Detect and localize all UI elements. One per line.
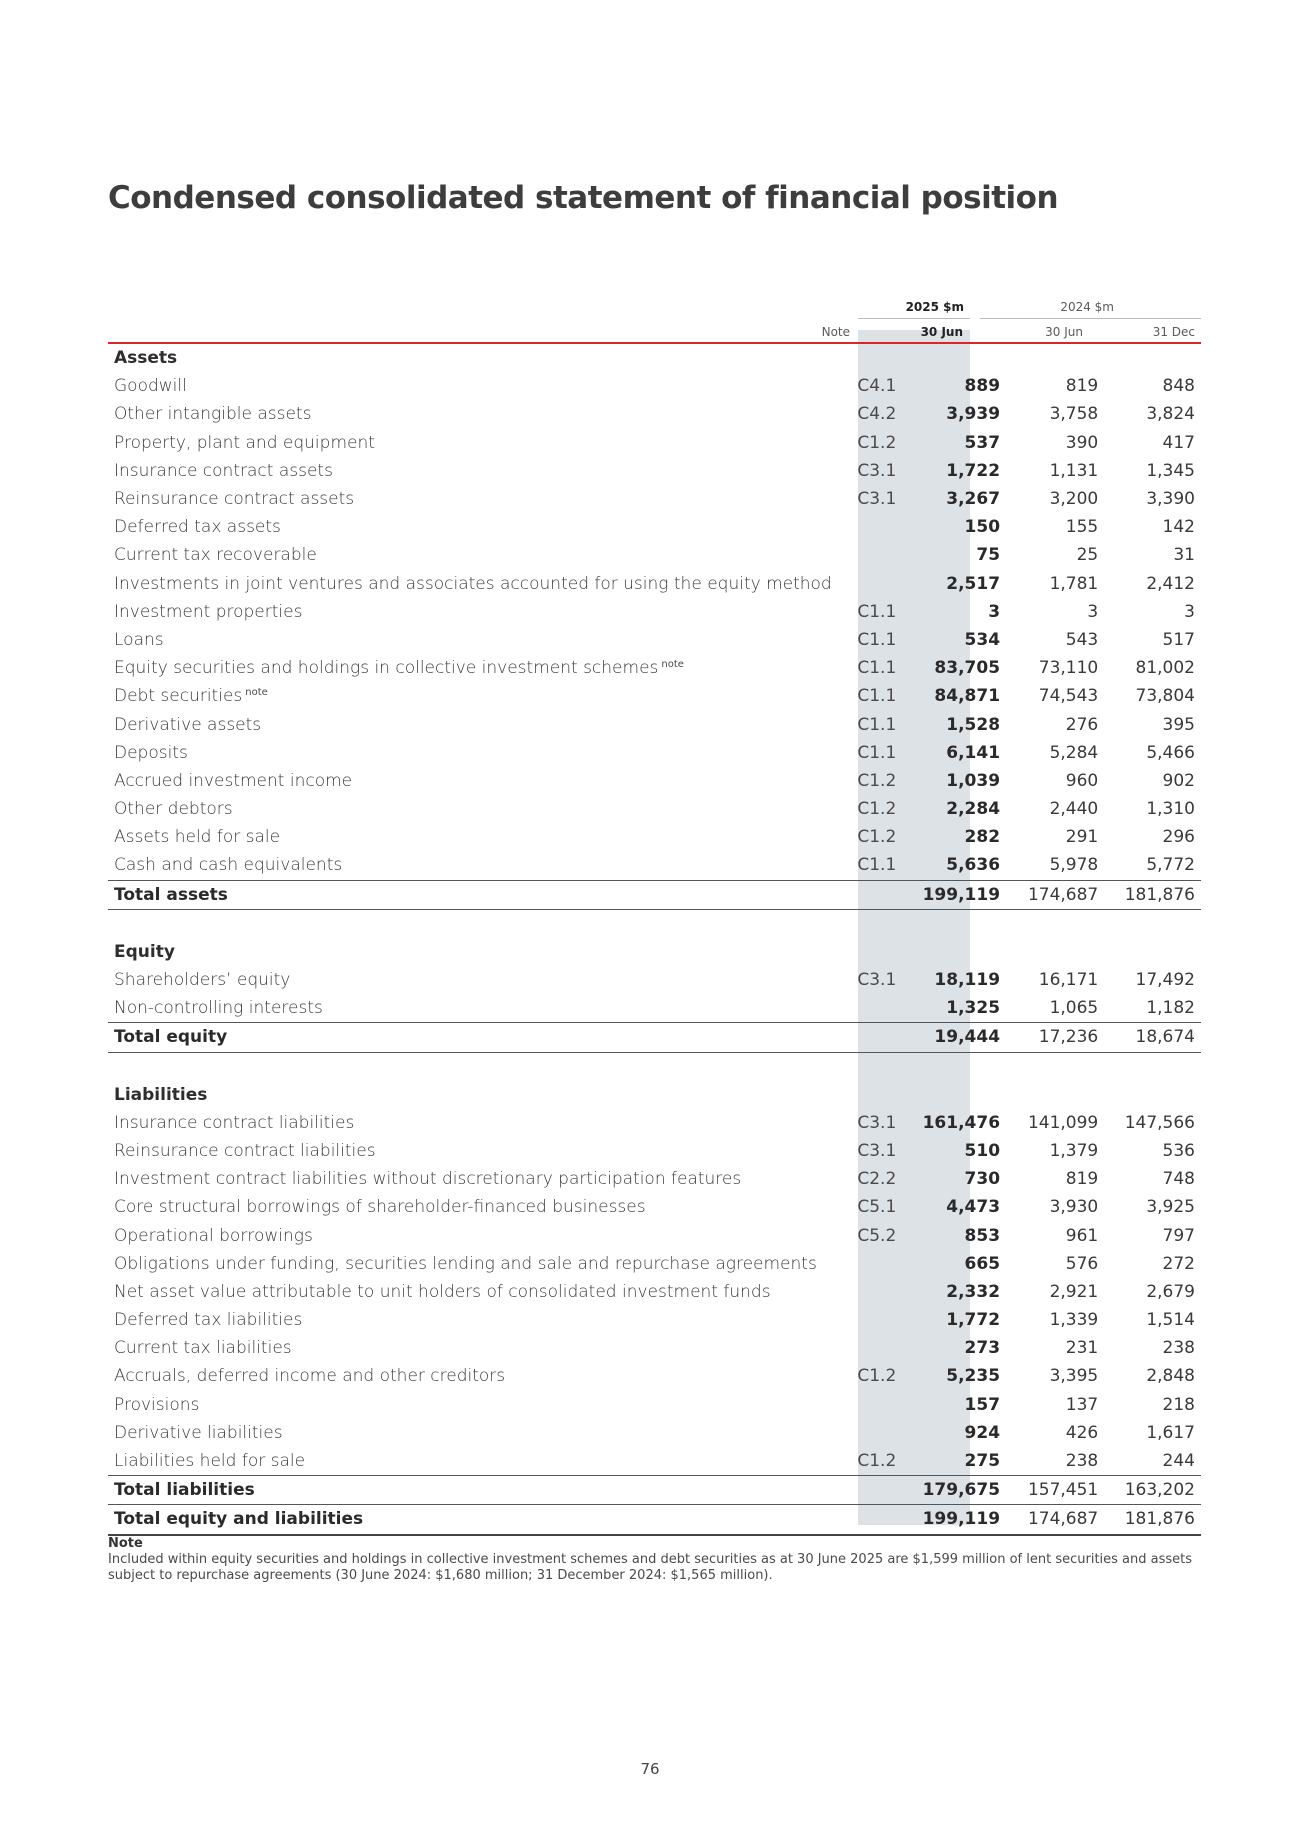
value-2024-jun: 174,687 bbox=[1008, 1505, 1106, 1535]
note-reference: C3.1 bbox=[857, 489, 897, 510]
table-body bbox=[108, 344, 1201, 1535]
value-2025: 3,939 bbox=[946, 404, 1001, 425]
section-heading: Assets bbox=[114, 348, 178, 369]
value-2024-dec: 73,804 bbox=[1135, 686, 1195, 707]
value-2024-jun: 291 bbox=[1065, 827, 1099, 848]
table-row bbox=[108, 1221, 1201, 1249]
note-reference bbox=[832, 1250, 905, 1278]
table-row bbox=[108, 1137, 1201, 1165]
value-2024-jun: 231 bbox=[1065, 1338, 1099, 1359]
value-2025: 179,675 bbox=[909, 1476, 1008, 1505]
row-label-text: Loans bbox=[114, 629, 164, 650]
value-2024-dec: 181,876 bbox=[1106, 880, 1201, 909]
value-2024-dec: 181,876 bbox=[1106, 1505, 1201, 1535]
value-2024-jun: 3,395 bbox=[1049, 1366, 1099, 1387]
value-2024-dec: 5,466 bbox=[1146, 742, 1195, 763]
note-reference bbox=[832, 1419, 905, 1447]
value-2025: 6,141 bbox=[946, 742, 1001, 763]
row-label-text: Operational borrowings bbox=[114, 1225, 313, 1246]
value-2025: 83,705 bbox=[934, 658, 1001, 679]
value-2025: 534 bbox=[964, 629, 1001, 650]
note-reference: C1.2 bbox=[857, 432, 897, 453]
table-row bbox=[108, 570, 1201, 598]
value-2024-dec: 3,925 bbox=[1146, 1197, 1195, 1218]
value-2025: 3 bbox=[988, 601, 1001, 622]
row-label bbox=[108, 994, 832, 1023]
row-label-text: Total equity bbox=[114, 1027, 228, 1048]
row-label bbox=[108, 1278, 832, 1306]
row-label bbox=[108, 1391, 832, 1419]
value-2024-dec: 1,617 bbox=[1146, 1422, 1195, 1443]
value-2024-dec: 238 bbox=[1162, 1338, 1195, 1359]
row-label bbox=[108, 1221, 832, 1249]
note-reference: C1.1 bbox=[857, 601, 897, 622]
value-2024-jun: 1,131 bbox=[1049, 460, 1099, 481]
table-row bbox=[108, 1165, 1201, 1193]
header-2025-30-jun: 30 Jun bbox=[920, 325, 963, 339]
value-2025: 853 bbox=[964, 1225, 1001, 1246]
row-label bbox=[108, 739, 832, 767]
table-row bbox=[108, 541, 1201, 569]
note-reference: C1.2 bbox=[857, 799, 897, 820]
row-label bbox=[108, 1137, 832, 1165]
table-row bbox=[108, 1419, 1201, 1447]
value-2025: 199,119 bbox=[909, 880, 1008, 909]
value-2024-dec: 1,345 bbox=[1146, 460, 1195, 481]
row-label bbox=[108, 541, 832, 569]
value-2024-jun: 543 bbox=[1065, 629, 1099, 650]
row-label-text: Investment contract liabilities without discretionary participation features bbox=[114, 1169, 742, 1190]
value-2024-dec: 81,002 bbox=[1135, 658, 1195, 679]
value-2025: 5,235 bbox=[946, 1366, 1001, 1387]
table-row bbox=[108, 513, 1201, 541]
value-2024-jun: 74,543 bbox=[1038, 686, 1099, 707]
value-2024-jun: 1,339 bbox=[1049, 1310, 1099, 1331]
value-2025: 19,444 bbox=[909, 1023, 1008, 1052]
note-reference bbox=[832, 880, 905, 909]
header-year-2025: 2025 $m bbox=[905, 300, 964, 314]
value-2025: 282 bbox=[964, 827, 1001, 848]
note-cell bbox=[832, 344, 905, 372]
row-label bbox=[108, 851, 832, 880]
row-label bbox=[108, 1419, 832, 1447]
value-2025 bbox=[909, 344, 1008, 372]
note-reference: C3.1 bbox=[857, 1140, 897, 1161]
row-label-text: Equity securities and holdings in collective investment schemes bbox=[114, 658, 659, 679]
value-2024-jun: 137 bbox=[1065, 1394, 1099, 1415]
value-2025: 1,325 bbox=[946, 998, 1001, 1019]
value-2024-jun: 25 bbox=[1076, 545, 1099, 566]
value-2024-dec: 848 bbox=[1162, 376, 1195, 397]
value-2025: 1,772 bbox=[946, 1310, 1001, 1331]
value-2024-jun: 960 bbox=[1065, 770, 1099, 791]
row-label-text: Deposits bbox=[114, 742, 188, 763]
spacer-cell bbox=[108, 909, 1201, 938]
value-2024-dec: 2,679 bbox=[1146, 1281, 1195, 1302]
table-row bbox=[108, 598, 1201, 626]
value-2024-dec: 17,492 bbox=[1135, 970, 1195, 991]
row-label bbox=[108, 823, 832, 851]
row-label bbox=[108, 1193, 832, 1221]
spacer-cell bbox=[108, 1052, 1201, 1081]
value-2025: 18,119 bbox=[934, 970, 1001, 991]
row-label-text: Net asset value attributable to unit holders of consolidated investment funds bbox=[114, 1281, 771, 1302]
value-2024-dec: 296 bbox=[1162, 827, 1195, 848]
table-row bbox=[108, 429, 1201, 457]
value-2025: 1,528 bbox=[946, 714, 1001, 735]
table-row bbox=[108, 626, 1201, 654]
note-reference bbox=[832, 1391, 905, 1419]
value-2024-dec: 1,182 bbox=[1146, 998, 1195, 1019]
note-reference bbox=[832, 570, 905, 598]
table-row bbox=[108, 795, 1201, 823]
row-label bbox=[108, 1476, 832, 1505]
value-2025: 889 bbox=[964, 376, 1001, 397]
value-2025 bbox=[909, 1081, 1008, 1109]
value-2024-jun: 819 bbox=[1065, 1169, 1099, 1190]
value-2025: 161,476 bbox=[922, 1112, 1001, 1133]
value-2025: 924 bbox=[964, 1422, 1001, 1443]
value-2025: 5,636 bbox=[946, 855, 1001, 876]
value-2024-jun: 3,758 bbox=[1049, 404, 1099, 425]
row-label-text: Insurance contract assets bbox=[114, 460, 333, 481]
value-2025: 730 bbox=[964, 1169, 1001, 1190]
value-2025: 273 bbox=[964, 1338, 1001, 1359]
value-2024-dec: 748 bbox=[1162, 1169, 1195, 1190]
header-note: Note bbox=[821, 325, 850, 339]
value-2025: 1,039 bbox=[946, 770, 1001, 791]
row-label-text: Reinsurance contract assets bbox=[114, 489, 355, 510]
row-label bbox=[108, 682, 832, 710]
value-2024-jun: 2,440 bbox=[1049, 799, 1099, 820]
row-label bbox=[108, 1447, 832, 1476]
row-label-text: Current tax recoverable bbox=[114, 545, 317, 566]
row-label bbox=[108, 795, 832, 823]
total-row bbox=[108, 1476, 1201, 1505]
row-label-text: Derivative liabilities bbox=[114, 1422, 283, 1443]
row-label bbox=[108, 1334, 832, 1362]
note-reference bbox=[832, 994, 905, 1023]
value-2024-jun: 17,236 bbox=[1008, 1023, 1106, 1052]
row-label bbox=[108, 513, 832, 541]
note-reference: C1.1 bbox=[857, 629, 897, 650]
value-2024-dec: 142 bbox=[1162, 517, 1195, 538]
value-2024-jun: 1,379 bbox=[1049, 1140, 1099, 1161]
value-2024-jun: 3,200 bbox=[1049, 489, 1099, 510]
table-row bbox=[108, 1250, 1201, 1278]
note-reference bbox=[832, 513, 905, 541]
value-2024-jun: 3,930 bbox=[1049, 1197, 1099, 1218]
row-label-text: Non-controlling interests bbox=[114, 998, 323, 1019]
section-heading: Liabilities bbox=[114, 1084, 208, 1105]
row-label-text: Other debtors bbox=[114, 799, 233, 820]
note-reference bbox=[832, 1334, 905, 1362]
value-2024-jun: 141,099 bbox=[1027, 1112, 1099, 1133]
value-2025: 665 bbox=[964, 1253, 1001, 1274]
row-label bbox=[108, 710, 832, 738]
value-2024-dec: 3,390 bbox=[1146, 489, 1195, 510]
note-reference bbox=[832, 1023, 905, 1052]
total-row bbox=[108, 1505, 1201, 1535]
row-label-text: Total equity and liabilities bbox=[114, 1509, 364, 1530]
value-2024-jun: 238 bbox=[1065, 1451, 1099, 1472]
note-reference: C1.2 bbox=[857, 827, 897, 848]
value-2024-jun: 276 bbox=[1065, 714, 1099, 735]
note-reference: C5.1 bbox=[857, 1197, 897, 1218]
table-row bbox=[108, 485, 1201, 513]
row-label bbox=[108, 1250, 832, 1278]
value-2024-dec: 395 bbox=[1162, 714, 1195, 735]
header-2024-30-jun: 30 Jun bbox=[1045, 325, 1083, 339]
value-2024-dec: 218 bbox=[1162, 1394, 1195, 1415]
row-label bbox=[108, 880, 832, 909]
page-title: Condensed consolidated statement of financial position bbox=[108, 180, 1059, 216]
section-heading: Equity bbox=[114, 941, 175, 962]
row-label bbox=[108, 400, 832, 428]
value-2024-dec: 31 bbox=[1173, 545, 1195, 566]
note-reference: C1.2 bbox=[857, 1366, 897, 1387]
value-2025: 157 bbox=[964, 1394, 1001, 1415]
note-reference: C1.1 bbox=[857, 658, 897, 679]
note-reference: C3.1 bbox=[857, 1112, 897, 1133]
value-2024-dec: 5,772 bbox=[1146, 855, 1195, 876]
table-row bbox=[108, 1278, 1201, 1306]
spacer-row bbox=[108, 909, 1201, 938]
row-label bbox=[108, 1109, 832, 1137]
row-label-text: Derivative assets bbox=[114, 714, 262, 735]
value-2025: 2,517 bbox=[946, 573, 1001, 594]
header-2024-rule bbox=[980, 318, 1201, 319]
total-row bbox=[108, 880, 1201, 909]
footnote-marker: note bbox=[245, 687, 268, 699]
table-row bbox=[108, 1362, 1201, 1390]
row-label-text: Property, plant and equipment bbox=[114, 432, 375, 453]
value-2024-dec: 18,674 bbox=[1106, 1023, 1201, 1052]
row-label-text: Reinsurance contract liabilities bbox=[114, 1140, 376, 1161]
value-2025: 84,871 bbox=[934, 686, 1001, 707]
row-label bbox=[108, 570, 832, 598]
value-2024-jun: 157,451 bbox=[1008, 1476, 1106, 1505]
row-label-text: Current tax liabilities bbox=[114, 1338, 292, 1359]
value-2024-dec: 147,566 bbox=[1124, 1112, 1195, 1133]
value-2024-dec: 797 bbox=[1162, 1225, 1195, 1246]
note-reference bbox=[832, 1306, 905, 1334]
value-2025: 2,332 bbox=[946, 1281, 1001, 1302]
value-2024-jun: 1,781 bbox=[1049, 573, 1099, 594]
row-label-text: Total liabilities bbox=[114, 1480, 255, 1501]
note-reference: C1.1 bbox=[857, 855, 897, 876]
row-label-text: Investment properties bbox=[114, 601, 303, 622]
value-2024-dec bbox=[1106, 938, 1201, 966]
value-2024-dec: 244 bbox=[1162, 1451, 1195, 1472]
note-reference: C4.1 bbox=[857, 376, 897, 397]
value-2024-jun: 73,110 bbox=[1038, 658, 1099, 679]
row-label-text: Shareholders’ equity bbox=[114, 970, 291, 991]
note-reference bbox=[832, 1278, 905, 1306]
note-reference bbox=[832, 1476, 905, 1505]
value-2024-jun: 174,687 bbox=[1008, 880, 1106, 909]
table-row bbox=[108, 372, 1201, 400]
value-2024-dec: 517 bbox=[1162, 629, 1195, 650]
value-2024-dec: 1,310 bbox=[1146, 799, 1195, 820]
value-2024-dec: 3 bbox=[1184, 601, 1195, 622]
row-label bbox=[108, 1023, 832, 1052]
table-row bbox=[108, 1334, 1201, 1362]
value-2025: 199,119 bbox=[909, 1505, 1008, 1535]
row-label bbox=[108, 372, 832, 400]
value-2024-jun: 3 bbox=[1087, 601, 1099, 622]
note-reference: C3.1 bbox=[857, 970, 897, 991]
table-row bbox=[108, 1109, 1201, 1137]
value-2024-dec bbox=[1106, 344, 1201, 372]
value-2024-jun: 426 bbox=[1065, 1422, 1099, 1443]
table-row bbox=[108, 1193, 1201, 1221]
row-label bbox=[108, 626, 832, 654]
table-row bbox=[108, 682, 1201, 710]
value-2024-dec: 2,848 bbox=[1146, 1366, 1195, 1387]
value-2024-dec: 2,412 bbox=[1146, 573, 1195, 594]
section-heading-row bbox=[108, 344, 1201, 372]
row-label-text: Core structural borrowings of shareholder-financed businesses bbox=[114, 1197, 646, 1218]
row-label bbox=[108, 1505, 832, 1535]
value-2024-dec: 902 bbox=[1162, 770, 1195, 791]
table-row bbox=[108, 1391, 1201, 1419]
value-2024-jun: 2,921 bbox=[1049, 1281, 1099, 1302]
row-label-text: Deferred tax liabilities bbox=[114, 1310, 303, 1331]
value-2024-jun: 961 bbox=[1065, 1225, 1099, 1246]
note-reference: C1.1 bbox=[857, 742, 897, 763]
header-year-2024: 2024 $m bbox=[1060, 300, 1114, 314]
spacer-row bbox=[108, 1052, 1201, 1081]
row-label-text: Other intangible assets bbox=[114, 404, 312, 425]
row-label-text: Assets held for sale bbox=[114, 827, 281, 848]
footnote-marker: note bbox=[661, 659, 684, 671]
row-label bbox=[108, 1165, 832, 1193]
value-2025: 275 bbox=[964, 1451, 1001, 1472]
row-label-text: Deferred tax assets bbox=[114, 517, 281, 538]
value-2024-dec bbox=[1106, 1081, 1201, 1109]
note-reference: C1.1 bbox=[857, 714, 897, 735]
row-label bbox=[108, 966, 832, 994]
table-row bbox=[108, 767, 1201, 795]
row-label-text: Obligations under funding, securities lending and sale and repurchase agreements bbox=[114, 1253, 817, 1274]
row-label-text: Accrued investment income bbox=[114, 770, 353, 791]
footnote-text: Included within equity securities and holdings in collective investment schemes and debt securities as at 30 June 2025 are $1,599 million of lent securities and assets subject to repurchase agreements (30 June 2024: $1,680 million; 31 December 2024: $1,565 million). bbox=[108, 1552, 1193, 1583]
value-2024-dec: 163,202 bbox=[1106, 1476, 1201, 1505]
header-2024-31-dec: 31 Dec bbox=[1152, 325, 1195, 339]
table-row bbox=[108, 823, 1201, 851]
value-2024-dec: 272 bbox=[1162, 1253, 1195, 1274]
table-row bbox=[108, 1306, 1201, 1334]
footnote-heading: Note bbox=[108, 1536, 143, 1551]
value-2025: 3,267 bbox=[946, 489, 1001, 510]
value-2024-jun: 576 bbox=[1065, 1253, 1099, 1274]
section-heading-row bbox=[108, 938, 1201, 966]
value-2025: 75 bbox=[976, 545, 1001, 566]
row-label bbox=[108, 1306, 832, 1334]
value-2025 bbox=[909, 938, 1008, 966]
note-cell bbox=[832, 1081, 905, 1109]
row-label bbox=[108, 1362, 832, 1390]
value-2024-jun: 1,065 bbox=[1049, 998, 1099, 1019]
row-label bbox=[108, 598, 832, 626]
value-2025: 537 bbox=[964, 432, 1001, 453]
table-row bbox=[108, 966, 1201, 994]
value-2024-jun bbox=[1008, 938, 1106, 966]
row-label bbox=[108, 485, 832, 513]
header-2025-rule bbox=[858, 318, 970, 319]
note-reference: C1.2 bbox=[857, 1451, 897, 1472]
total-row bbox=[108, 1023, 1201, 1052]
table-row bbox=[108, 739, 1201, 767]
row-label bbox=[108, 457, 832, 485]
value-2025: 510 bbox=[964, 1140, 1001, 1161]
value-2025: 4,473 bbox=[946, 1197, 1001, 1218]
page-number: 76 bbox=[640, 1760, 660, 1778]
table-row bbox=[108, 400, 1201, 428]
note-reference: C3.1 bbox=[857, 460, 897, 481]
value-2025: 1,722 bbox=[946, 460, 1001, 481]
row-label bbox=[108, 767, 832, 795]
value-2024-jun: 155 bbox=[1065, 517, 1099, 538]
row-label-text: Provisions bbox=[114, 1394, 200, 1415]
value-2024-jun: 819 bbox=[1065, 376, 1099, 397]
note-reference: C2.2 bbox=[857, 1169, 897, 1190]
table-row bbox=[108, 994, 1201, 1023]
table-row bbox=[108, 654, 1201, 682]
note-reference: C1.1 bbox=[857, 686, 897, 707]
value-2024-jun: 5,978 bbox=[1049, 855, 1099, 876]
note-reference: C5.2 bbox=[857, 1225, 897, 1246]
row-label-text: Investments in joint ventures and associates accounted for using the equity method bbox=[114, 573, 832, 594]
row-label-text: Insurance contract liabilities bbox=[114, 1112, 355, 1133]
row-label-text: Goodwill bbox=[114, 376, 187, 397]
value-2024-jun: 390 bbox=[1065, 432, 1099, 453]
row-label bbox=[108, 429, 832, 457]
row-label-text: Debt securities bbox=[114, 686, 243, 707]
row-label-text: Liabilities held for sale bbox=[114, 1451, 306, 1472]
value-2024-jun bbox=[1008, 344, 1106, 372]
table-row bbox=[108, 710, 1201, 738]
row-label-text: Total assets bbox=[114, 884, 228, 905]
value-2024-dec: 3,824 bbox=[1146, 404, 1195, 425]
table-row bbox=[108, 851, 1201, 880]
row-label bbox=[108, 654, 832, 682]
value-2024-dec: 1,514 bbox=[1146, 1310, 1195, 1331]
section-heading-row bbox=[108, 1081, 1201, 1109]
value-2024-dec: 417 bbox=[1162, 432, 1195, 453]
footnote bbox=[108, 1536, 1208, 1584]
value-2025: 2,284 bbox=[946, 799, 1001, 820]
note-reference bbox=[832, 1505, 905, 1535]
note-reference bbox=[832, 541, 905, 569]
value-2024-jun: 16,171 bbox=[1038, 970, 1099, 991]
value-2025: 150 bbox=[964, 517, 1001, 538]
note-cell bbox=[832, 938, 905, 966]
table-row bbox=[108, 1447, 1201, 1476]
row-label-text: Accruals, deferred income and other creditors bbox=[114, 1366, 506, 1387]
table-row bbox=[108, 457, 1201, 485]
value-2024-jun bbox=[1008, 1081, 1106, 1109]
financial-position-table bbox=[108, 344, 1201, 1536]
note-reference: C1.2 bbox=[857, 770, 897, 791]
note-reference: C4.2 bbox=[857, 404, 897, 425]
row-label-text: Cash and cash equivalents bbox=[114, 855, 343, 876]
value-2024-jun: 5,284 bbox=[1049, 742, 1099, 763]
value-2024-dec: 536 bbox=[1162, 1140, 1195, 1161]
